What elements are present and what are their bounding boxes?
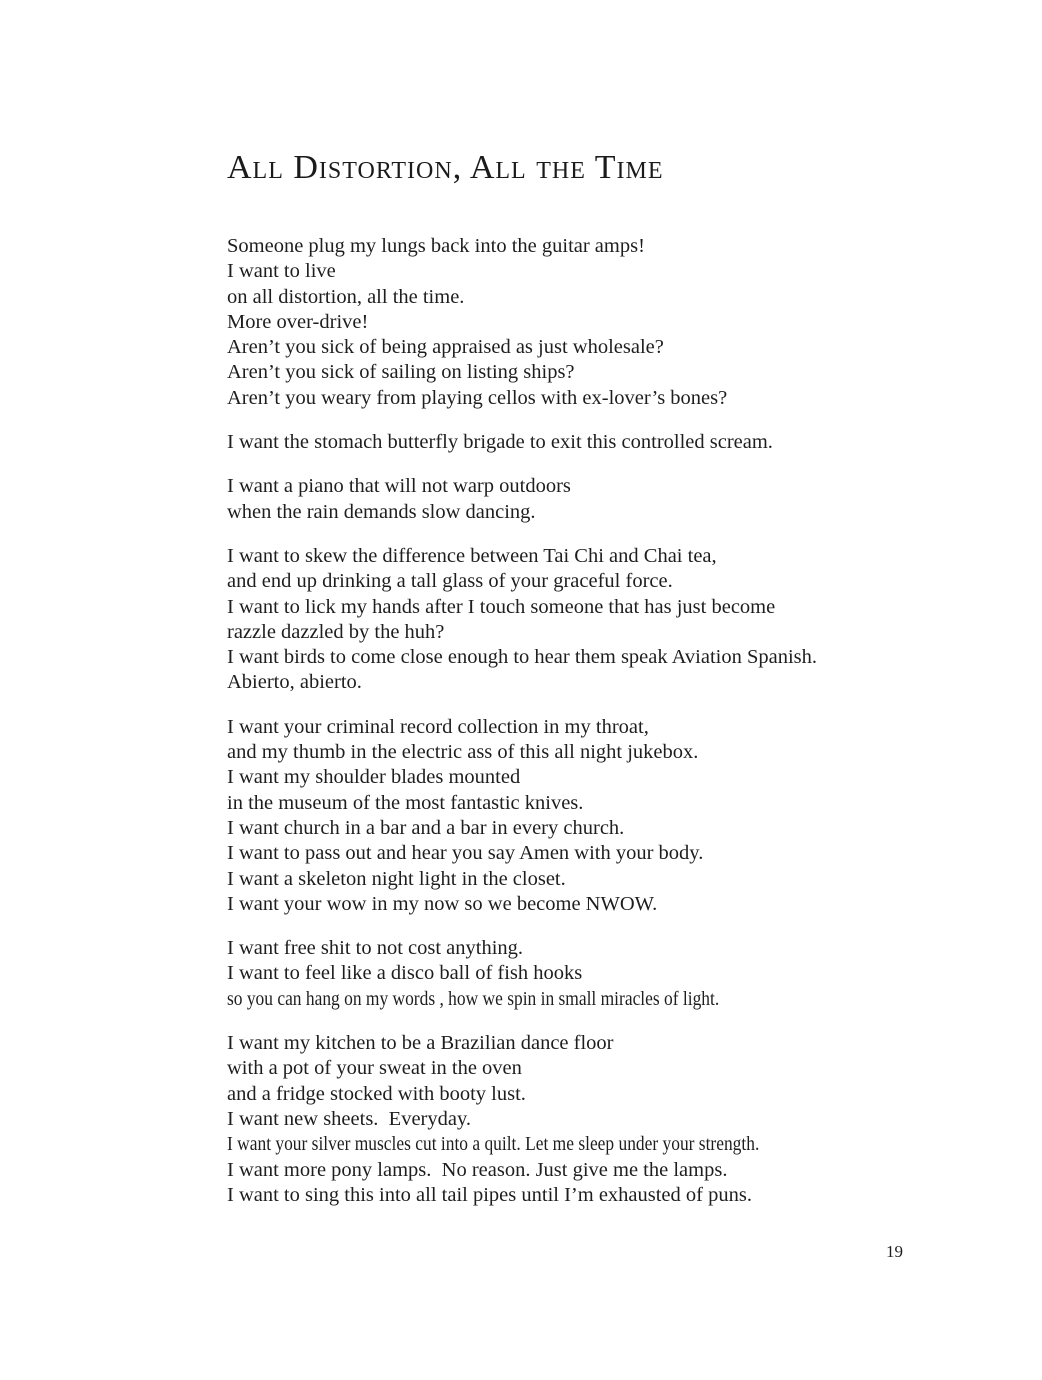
stanza-3 — [227, 474, 927, 525]
poem-line: I want your criminal record collection in my throat, — [227, 715, 649, 738]
poem-line: Abierto, abierto. — [227, 671, 362, 694]
stanza-4 — [227, 544, 927, 696]
poem-line: and a fridge stocked with booty lust. — [227, 1082, 526, 1105]
stanza-1 — [227, 234, 927, 411]
poem-line: Someone plug my lungs back into the guitar amps! — [227, 235, 645, 257]
poem-line: so you can hang on my words , how we spin in small miracles of light. — [227, 987, 720, 1010]
poem-line: I want church in a bar and a bar in every church. — [227, 816, 625, 839]
poem-line: and end up drinking a tall glass of your graceful force. — [227, 570, 673, 593]
poem-line: I want to sing this into all tail pipes until I’m exhausted of puns. — [227, 1183, 752, 1206]
poem-line: I want your silver muscles cut into a quilt. Let me sleep under your strength. — [227, 1133, 760, 1156]
poem-content — [227, 148, 927, 1227]
poem-line: and my thumb in the electric ass of this all night jukebox. — [227, 741, 699, 764]
page-number: 19 — [886, 1242, 903, 1261]
poem-line: I want to lick my hands after I touch someone that has just become — [227, 595, 776, 618]
stanza-7 — [227, 1031, 927, 1208]
poem-line: on all distortion, all the time. — [227, 285, 465, 308]
poem-line: in the museum of the most fantastic knives. — [227, 791, 584, 814]
poem-line: More over-drive! — [227, 310, 369, 333]
poem-line: with a pot of your sweat in the oven — [227, 1057, 522, 1080]
poem-line: when the rain demands slow dancing. — [227, 500, 536, 523]
poem-line: I want to live — [227, 260, 336, 283]
poem-line: Aren’t you weary from playing cellos with ex-lover’s bones? — [227, 386, 728, 409]
stanza-2 — [227, 430, 927, 455]
poem-line: I want birds to come close enough to hear them speak Aviation Spanish. — [227, 646, 818, 669]
stanza-5 — [227, 715, 927, 917]
poem-line: Aren’t you sick of being appraised as just wholesale? — [227, 336, 664, 359]
poem-line: I want my shoulder blades mounted — [227, 766, 521, 789]
poem-line: I want your wow in my now so we become NWOW. — [227, 892, 658, 915]
poem-line: I want to skew the difference between Tai Chi and Chai tea, — [227, 544, 717, 567]
poem-line: I want more pony lamps. No reason. Just give me the lamps. — [227, 1158, 728, 1181]
poem-line: I want new sheets. Everyday. — [227, 1107, 472, 1130]
poem-line: I want a skeleton night light in the closet. — [227, 867, 566, 890]
poem-line: I want free shit to not cost anything. — [227, 937, 524, 960]
stanza-6 — [227, 936, 927, 1012]
poem-line: I want a piano that will not warp outdoors — [227, 475, 571, 498]
poem-line: I want to feel like a disco ball of fish hooks — [227, 962, 583, 985]
poem-line: Aren’t you sick of sailing on listing ships? — [227, 361, 575, 384]
poem-line: I want the stomach butterfly brigade to exit this controlled scream. — [227, 431, 773, 454]
poem-title: All Distortion, All the Time — [227, 149, 664, 186]
poem-line: I want to pass out and hear you say Amen with your body. — [227, 842, 704, 865]
poem-line: I want my kitchen to be a Brazilian dance floor — [227, 1032, 614, 1055]
poem-line: razzle dazzled by the huh? — [227, 620, 445, 643]
